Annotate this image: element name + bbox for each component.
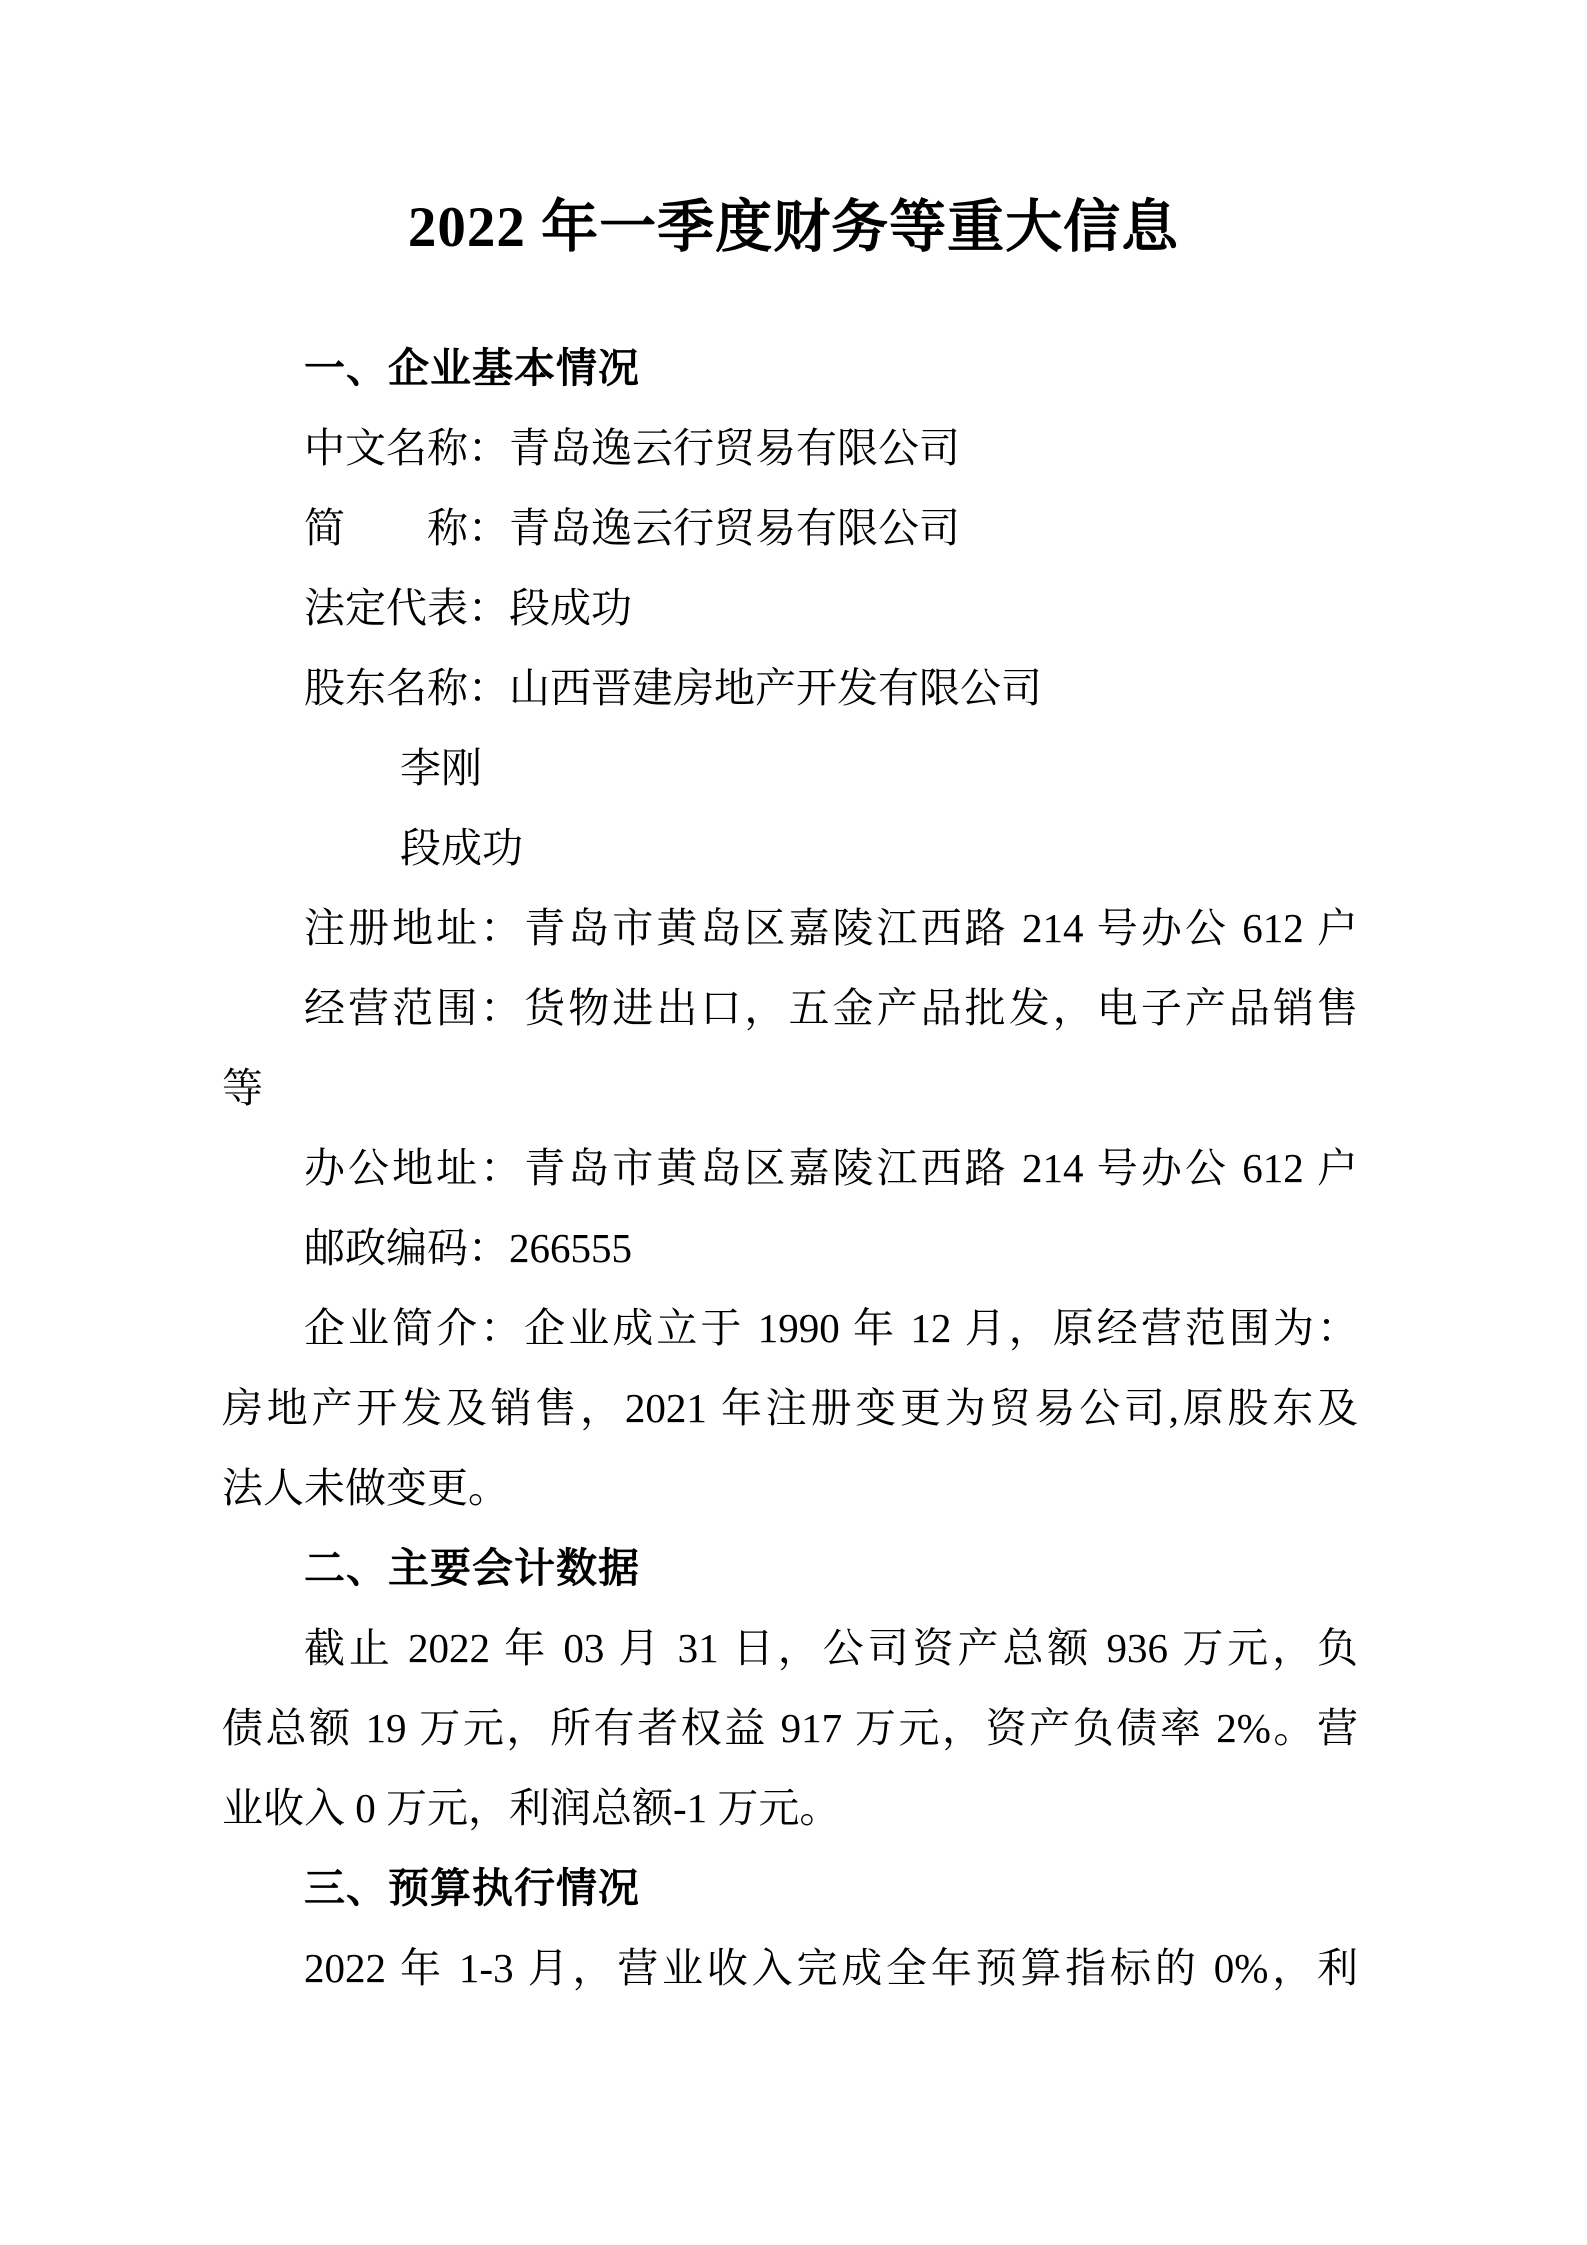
shareholder-name-3: 段成功 [400, 825, 523, 871]
company-profile-line-3: 法人未做变更。 [222, 1465, 509, 1511]
field-postal-code: 邮政编码：266555 [304, 1225, 632, 1271]
company-profile-line-2: 房地产开发及销售，2021 年注册变更为贸易公司,原股东及 [222, 1385, 1358, 1431]
accounting-paragraph-line-2: 债总额 19 万元，所有者权益 917 万元，资产负债率 2%。营 [222, 1705, 1358, 1751]
business-scope-continuation: 等 [222, 1065, 263, 1111]
field-chinese-name: 中文名称：青岛逸云行贸易有限公司 [304, 425, 960, 471]
field-short-name: 简 称：青岛逸云行贸易有限公司 [304, 505, 960, 551]
document-title: 2022 年一季度财务等重大信息 [407, 196, 1180, 259]
field-shareholder-names: 股东名称：山西晋建房地产开发有限公司 [304, 665, 1042, 711]
field-legal-representative: 法定代表：段成功 [304, 585, 632, 631]
field-registered-address: 注册地址：青岛市黄岛区嘉陵江西路 214 号办公 612 户 [304, 905, 1358, 951]
section-heading-budget-execution: 三、预算执行情况 [304, 1865, 640, 1911]
field-office-address: 办公地址：青岛市黄岛区嘉陵江西路 214 号办公 612 户 [304, 1145, 1358, 1191]
document-body [222, 328, 1358, 2008]
section-heading-basic-info: 一、企业基本情况 [304, 345, 640, 391]
field-company-profile-line-1: 企业简介：企业成立于 1990 年 12 月，原经营范围为： [304, 1305, 1358, 1351]
budget-paragraph-line-1: 2022 年 1-3 月，营业收入完成全年预算指标的 0%，利 [304, 1945, 1358, 1991]
accounting-paragraph-line-1: 截止 2022 年 03 月 31 日，公司资产总额 936 万元，负 [304, 1625, 1358, 1671]
shareholder-name-2: 李刚 [400, 745, 482, 791]
accounting-paragraph-line-3: 业收入 0 万元，利润总额-1 万元。 [222, 1785, 841, 1831]
field-business-scope: 经营范围：货物进出口，五金产品批发，电子产品销售 [304, 985, 1358, 1031]
section-heading-accounting-data: 二、主要会计数据 [304, 1545, 640, 1591]
